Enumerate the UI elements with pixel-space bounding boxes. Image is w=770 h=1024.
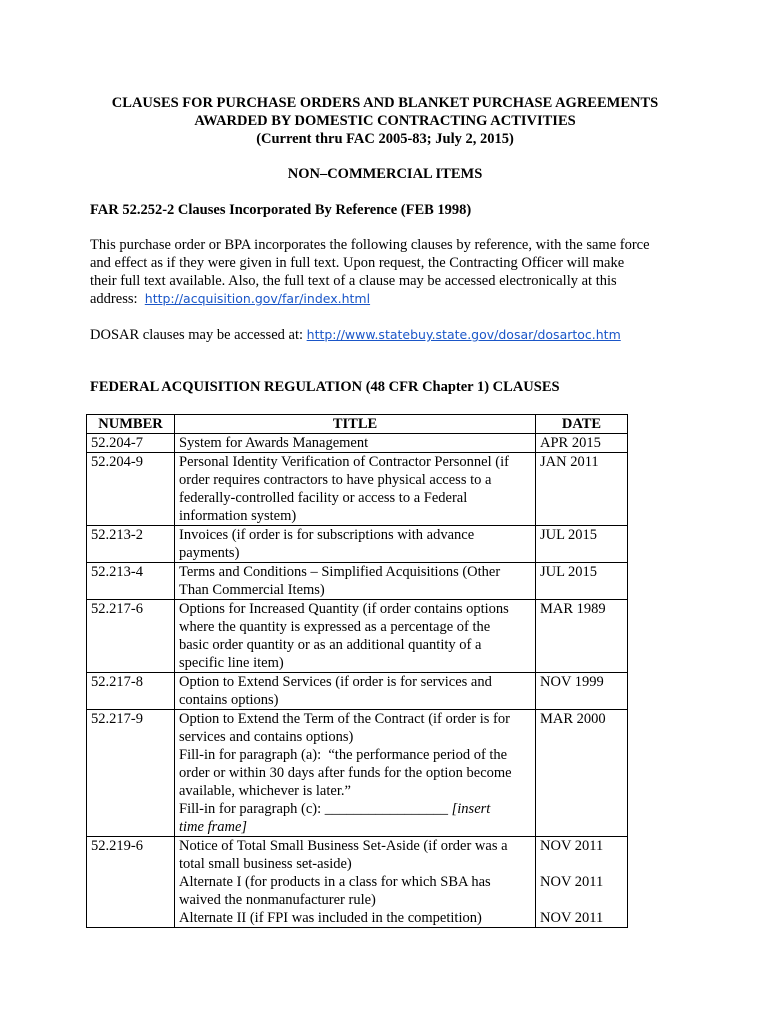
clause-date <box>536 563 628 600</box>
clause-title-line: waived the nonmanufacturer rule) <box>179 892 376 908</box>
clause-date <box>536 837 628 928</box>
clause-title-line: Fill-in for paragraph (a): “the performance period of the <box>179 747 508 763</box>
clause-date-line: MAR 2000 <box>540 711 606 727</box>
clause-title-line: where the quantity is expressed as a percentage of the <box>179 619 491 635</box>
clause-number: 52.204-9 <box>87 453 175 526</box>
clause-title-line: Fill-in for paragraph (c): _________________ [insert <box>179 801 491 817</box>
far-reference-heading: FAR 52.252-2 Clauses Incorporated By Reference (FEB 1998) <box>90 202 472 218</box>
clause-title-line: Alternate I (for products in a class for which SBA has <box>179 874 491 890</box>
intro-line-1: This purchase order or BPA incorporates the following clauses by reference, with the same force <box>90 237 650 253</box>
clause-number: 52.217-6 <box>87 600 175 673</box>
clause-date <box>536 710 628 837</box>
clause-number: 52.217-9 <box>87 710 175 837</box>
clause-title-line: specific line item) <box>179 655 284 671</box>
table-row <box>87 434 628 453</box>
clause-date <box>536 453 628 526</box>
table-row <box>87 837 628 928</box>
clause-number: 52.204-7 <box>87 434 175 453</box>
clause-title <box>175 453 536 526</box>
clause-title-line: Personal Identity Verification of Contractor Personnel (if <box>179 454 509 470</box>
clause-title-line: System for Awards Management <box>179 435 369 451</box>
clause-date-line: NOV 2011 <box>540 874 604 890</box>
intro-line-2: and effect as if they were given in full text. Upon request, the Contracting Officer will make <box>90 255 625 271</box>
intro-line-4 <box>90 290 690 308</box>
header-date: DATE <box>536 415 628 434</box>
table-body <box>87 434 628 928</box>
clause-date-line: MAR 1989 <box>540 601 606 617</box>
clause-title-line: Option to Extend Services (if order is for services and <box>179 674 492 690</box>
table-row <box>87 600 628 673</box>
section-title: FEDERAL ACQUISITION REGULATION (48 CFR Chapter 1) CLAUSES <box>90 379 560 395</box>
dosar-label: DOSAR clauses may be accessed at: <box>90 327 307 343</box>
clause-title-line: order requires contractors to have physical access to a <box>179 472 492 488</box>
clause-number: 52.217-8 <box>87 673 175 710</box>
clause-title-line: federally-controlled facility or access to a Federal <box>179 490 468 506</box>
table-row <box>87 526 628 563</box>
clause-date-line: NOV 2011 <box>540 910 604 926</box>
clause-title <box>175 673 536 710</box>
clause-date-line: NOV 2011 <box>540 838 604 854</box>
clause-title-line: Alternate II (if FPI was included in the competition) <box>179 910 482 926</box>
intro-address-label: address: <box>90 291 145 307</box>
clause-title-line: available, whichever is later.” <box>179 783 351 799</box>
clause-title <box>175 526 536 563</box>
clause-date-line: JAN 2011 <box>540 454 599 470</box>
clause-title-line: total small business set-aside) <box>179 856 352 872</box>
clause-date <box>536 434 628 453</box>
header-number: NUMBER <box>87 415 175 434</box>
clause-title-line: Terms and Conditions – Simplified Acquisitions (Other <box>179 564 501 580</box>
clause-title <box>175 434 536 453</box>
clause-date-line <box>540 855 623 873</box>
clause-title-line: payments) <box>179 545 240 561</box>
intro-line-3: their full text available. Also, the full text of a clause may be accessed electronically at this <box>90 273 617 289</box>
clause-title-italic: time frame] <box>179 819 248 835</box>
header-title: TITLE <box>175 415 536 434</box>
table-header-row <box>87 415 628 434</box>
clause-title-line: Options for Increased Quantity (if order contains options <box>179 601 509 617</box>
clause-title <box>175 837 536 928</box>
dosar-link[interactable]: http://www.statebuy.state.gov/dosar/dosartoc.htm <box>306 327 621 342</box>
table-row <box>87 710 628 837</box>
clause-number: 52.213-4 <box>87 563 175 600</box>
clause-title-line: information system) <box>179 508 297 524</box>
header-line-3: (Current thru FAC 2005-83; July 2, 2015) <box>256 131 514 147</box>
clause-date <box>536 600 628 673</box>
table-row <box>87 453 628 526</box>
far-index-link[interactable]: http://acquisition.gov/far/index.html <box>144 291 371 306</box>
header-line-2: AWARDED BY DOMESTIC CONTRACTING ACTIVITIES <box>194 113 576 129</box>
table-row <box>87 563 628 600</box>
clause-title-line: contains options) <box>179 692 279 708</box>
subheading: NON–COMMERCIAL ITEMS <box>287 166 483 182</box>
clauses-table <box>86 414 628 928</box>
clause-title-line: basic order quantity or as an additional quantity of a <box>179 637 482 653</box>
clause-title-line: order or within 30 days after funds for the option become <box>179 765 512 781</box>
clause-date-line: JUL 2015 <box>540 564 598 580</box>
dosar-paragraph <box>90 326 621 344</box>
clause-date-line: APR 2015 <box>540 435 601 451</box>
clause-title-line: Than Commercial Items) <box>179 582 325 598</box>
header-line-1: CLAUSES FOR PURCHASE ORDERS AND BLANKET PURCHASE AGREEMENTS <box>111 95 659 111</box>
clause-number: 52.213-2 <box>87 526 175 563</box>
intro-paragraph <box>90 236 690 308</box>
clause-title <box>175 600 536 673</box>
clause-title-line: Notice of Total Small Business Set-Aside (if order was a <box>179 838 508 854</box>
clause-title <box>175 563 536 600</box>
clause-date-line <box>540 891 623 909</box>
table-row <box>87 673 628 710</box>
clause-title-line: services and contains options) <box>179 729 354 745</box>
clause-title <box>175 710 536 837</box>
clause-number: 52.219-6 <box>87 837 175 928</box>
clause-title-italic: [insert <box>451 801 491 817</box>
document-header <box>80 94 690 148</box>
clause-date <box>536 673 628 710</box>
clause-date-line: JUL 2015 <box>540 527 598 543</box>
clause-date-line: NOV 1999 <box>540 674 604 690</box>
clause-title-line: Option to Extend the Term of the Contract (if order is for <box>179 711 510 727</box>
clause-date <box>536 526 628 563</box>
clause-title-line: Invoices (if order is for subscriptions with advance <box>179 527 475 543</box>
